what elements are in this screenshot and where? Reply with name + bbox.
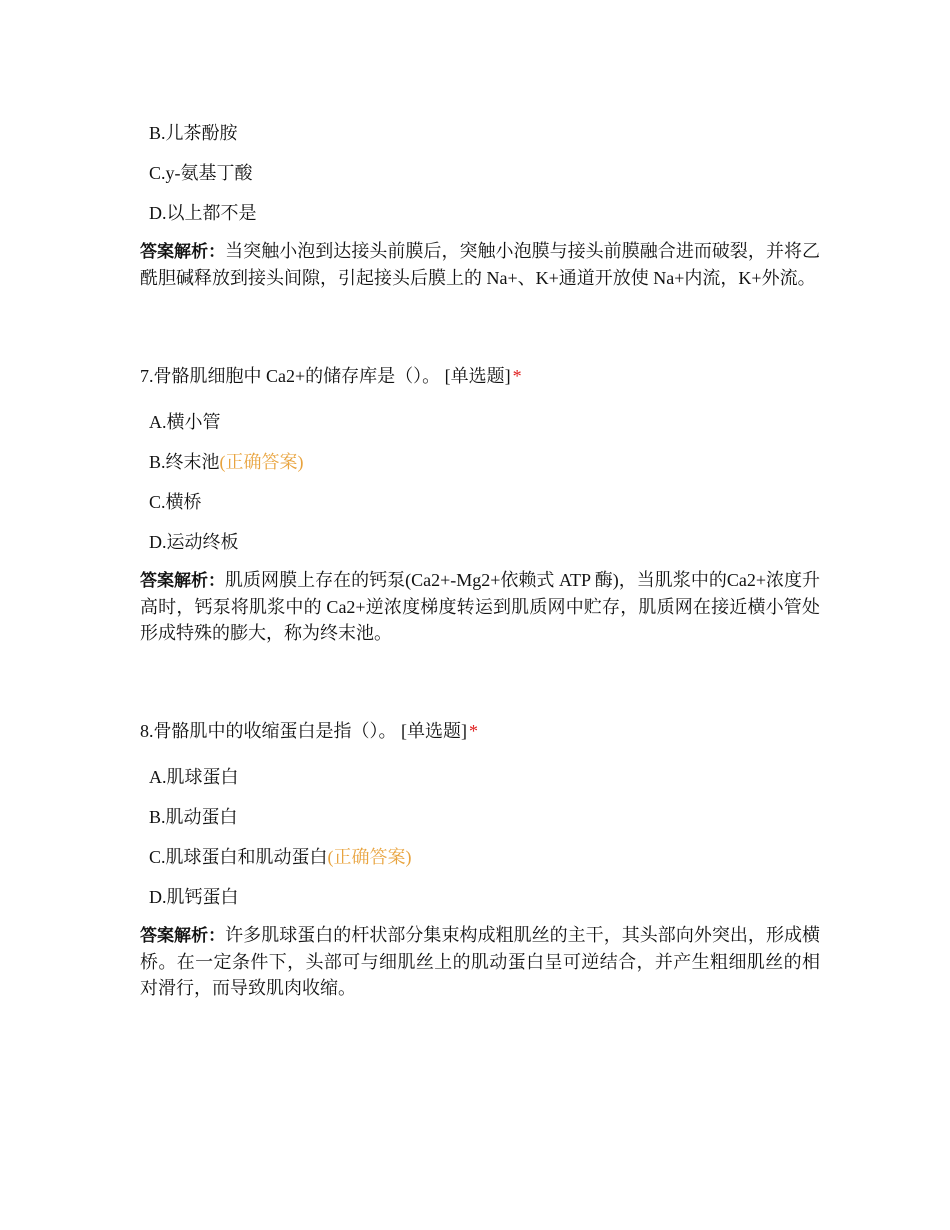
question-text: 7.骨骼肌细胞中 Ca2+的储存库是（）。 [单选题] — [140, 366, 511, 386]
option-q6-c — [149, 158, 820, 198]
option-q7-d — [149, 527, 820, 567]
required-mark: * — [469, 721, 478, 741]
analysis-label: 答案解析： — [140, 242, 226, 262]
analysis-label: 答案解析： — [140, 571, 226, 591]
question-8-title — [140, 716, 820, 746]
option-text: C.横桥 — [149, 492, 202, 512]
option-q8-c — [149, 842, 820, 882]
document-page — [140, 118, 820, 1001]
option-text: A.肌球蛋白 — [149, 767, 239, 787]
option-q6-d — [149, 198, 820, 238]
question-7-block — [140, 361, 820, 646]
option-text: B.儿茶酚胺 — [149, 123, 238, 143]
answer-analysis-q6 — [140, 238, 820, 291]
correct-answer-tag: (正确答案) — [327, 847, 412, 867]
option-q8-a — [149, 762, 820, 802]
option-text: B.终末池 — [149, 452, 220, 472]
question-6-block — [140, 118, 820, 291]
option-text: D.运动终板 — [149, 532, 239, 552]
option-q8-b — [149, 802, 820, 842]
option-text: B.肌动蛋白 — [149, 807, 238, 827]
analysis-label: 答案解析： — [140, 926, 226, 946]
option-q7-c — [149, 487, 820, 527]
option-text: D.以上都不是 — [149, 203, 257, 223]
option-q6-b — [149, 118, 820, 158]
option-text: C.肌球蛋白和肌动蛋白 — [149, 847, 328, 867]
option-q7-b — [149, 447, 820, 487]
correct-answer-tag: (正确答案) — [219, 452, 304, 472]
analysis-text: 肌质网膜上存在的钙泵(Ca2+-Mg2+依赖式 ATP 酶)，当肌浆中的Ca2+浓度升高时，钙泵将肌浆中的 Ca2+逆浓度梯度转运到肌质网中贮存，肌质网在接近横小管处形成特殊的膨大，称为终末池。 — [140, 570, 821, 643]
question-text: 8.骨骼肌中的收缩蛋白是指（）。 [单选题] — [140, 721, 467, 741]
answer-analysis-q7 — [140, 567, 820, 646]
analysis-text: 当突触小泡到达接头前膜后，突触小泡膜与接头前膜融合进而破裂，并将乙酰胆碱释放到接头间隙，引起接头后膜上的 Na+、K+通道开放使 Na+内流，K+外流。 — [140, 241, 821, 288]
question-7-title — [140, 361, 820, 391]
option-text: C.y-氨基丁酸 — [149, 163, 253, 183]
option-text: D.肌钙蛋白 — [149, 887, 239, 907]
option-q8-d — [149, 882, 820, 922]
analysis-text: 许多肌球蛋白的杆状部分集束构成粗肌丝的主干，其头部向外突出，形成横桥。在一定条件下，头部可与细肌丝上的肌动蛋白呈可逆结合，并产生粗细肌丝的相对滑行，而导致肌肉收缩。 — [140, 925, 821, 998]
question-8-block — [140, 716, 820, 1001]
answer-analysis-q8 — [140, 922, 820, 1001]
required-mark: * — [512, 366, 522, 386]
option-q7-a — [149, 407, 820, 447]
option-text: A.横小管 — [149, 412, 221, 432]
